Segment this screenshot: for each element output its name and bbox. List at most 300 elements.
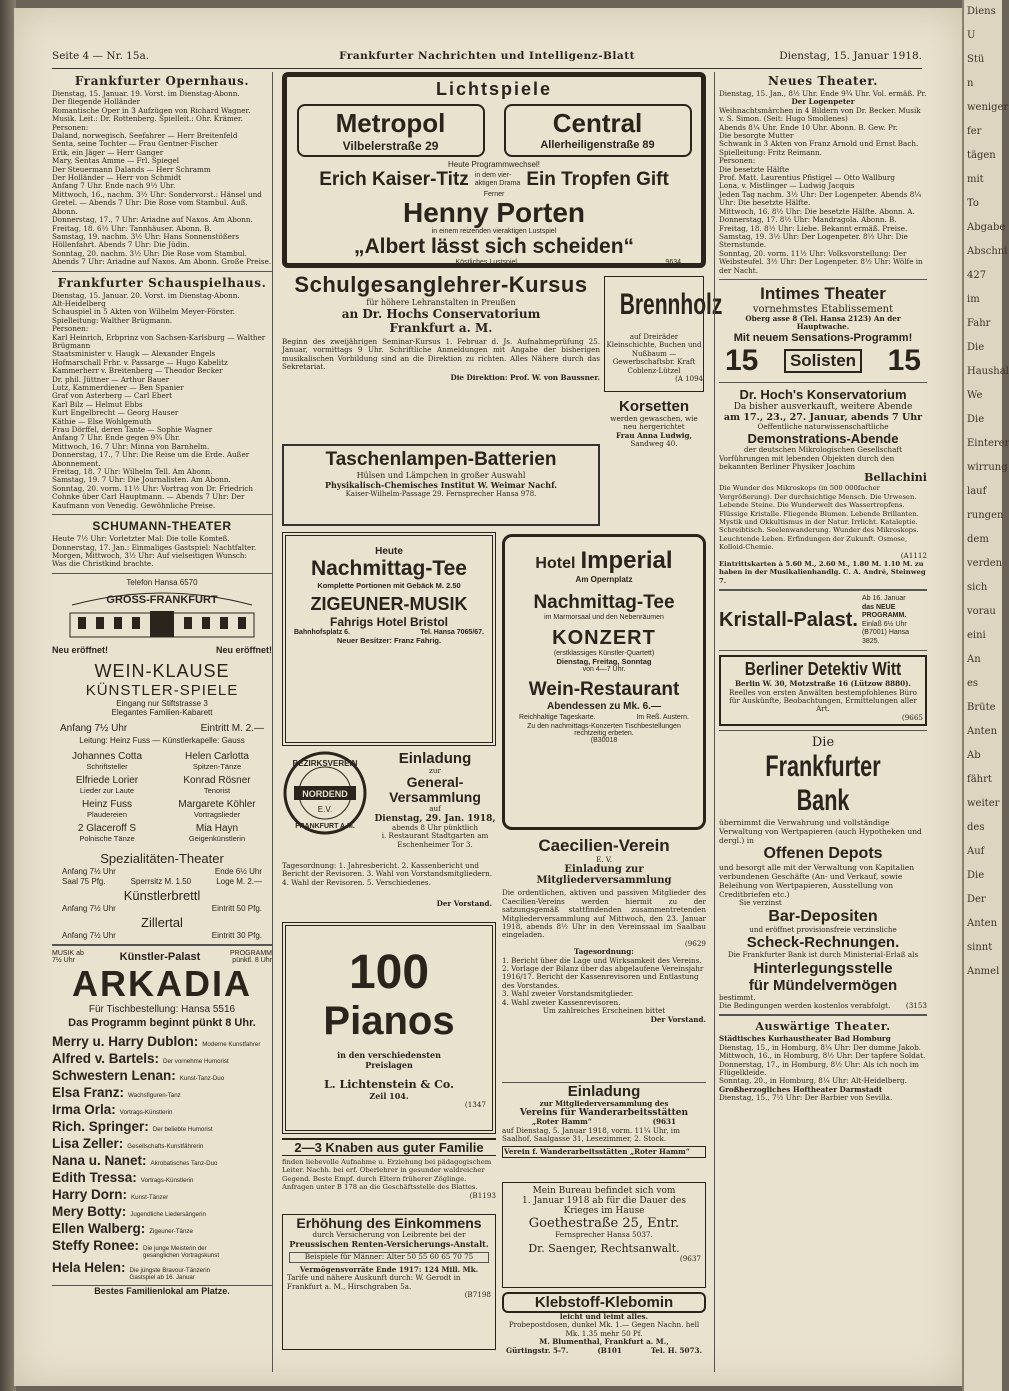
fh-heute: Heute (375, 546, 403, 557)
pi-sub2: Preislagen (365, 1060, 413, 1070)
kb-tel: Tel. H. 5073. (650, 1345, 702, 1355)
gf-artist-list (52, 751, 272, 843)
saenger-ad (502, 1182, 706, 1288)
next-page-fragment: Die (967, 342, 985, 353)
opernhaus-line: Der fliegende Holländer (52, 97, 141, 107)
arkadia-act-desc: Jugendliche Liedersängerin (130, 1210, 206, 1218)
arkadia-ad (52, 950, 272, 1296)
schauspielhaus-line: Freitag, 18. 7 Uhr: Wilhelm Tell. Am Abonn. (52, 467, 213, 477)
er-nr: (B7198 (464, 1290, 491, 1300)
next-page-fragment: Fahr (967, 318, 991, 329)
bh-text: auf Dreiräder Kleinschichte, Buchen und Nußbaum — Gewerbschaftsbr. Kraft Coblenz-Lützel (606, 333, 702, 375)
next-page-fragment: verden (967, 558, 1003, 569)
next-page-fragment: n (967, 78, 974, 89)
hc-bellachini: Bellachini (864, 471, 927, 485)
arkadia-act-desc: Moderne Kunstfahrer (202, 1040, 261, 1048)
er-agent: Tarife und nähere Auskunft durch: W. Gerodt in Frankfurt a. M., Hirschgraben 5a. (287, 1273, 461, 1291)
pi-addr: Zeil 104. (369, 1091, 409, 1101)
gf-sp-loge: Loge M. 2.— (216, 876, 262, 886)
hc-demo: Demonstrations-Abende (747, 431, 899, 447)
wa-einladung: Einladung (567, 1083, 641, 1100)
bk-scheck: Scheck-Rechnungen. (746, 934, 900, 952)
pi-word: Pianos (323, 999, 455, 1043)
arkadia-programm: PROGRAMM pünktl. 8 Uhr (229, 949, 272, 964)
intimes-ad (719, 284, 927, 378)
ks-by: Frau Anna Ludwig, (615, 430, 693, 440)
im-hotel: Hotel (535, 555, 576, 572)
gf-kuenstlerspiele: KÜNSTLER-SPIELE (85, 681, 239, 699)
arkadia-act (52, 1220, 272, 1237)
erhoehung-ad (282, 1214, 496, 1350)
im-konzert: KONZERT (552, 627, 656, 649)
next-page-fragment: 427 (967, 270, 987, 281)
bz-tagesordnung: Tagesordnung: 1. Jahresbericht. 2. Kassenbericht und Bericht der Revisoren. 3. Wahl von Vorstandsmitgliedern. 4. Wahl der Revisoren. 5. Verschiedenes. (282, 861, 493, 887)
gf-artist-role: Plaudereien (86, 809, 128, 819)
gf-artist-role: Lieder zur Laute (79, 785, 135, 795)
next-page-strip (962, 0, 1009, 1391)
next-page-fragment: weiter (967, 798, 1000, 809)
arkadia-act-desc: Der vornehme Humorist (163, 1057, 229, 1065)
dt-nr: (9665 (901, 712, 923, 722)
seal-top-text: BEZIRKSVEREIN (292, 759, 358, 768)
ls-metropol: Metropol (335, 108, 446, 138)
ks-title: Korsetten (618, 398, 689, 415)
opernhaus-line: Anfang 7 Uhr. Ende nach 9½ Uhr. (52, 181, 176, 191)
bk-t2: und besorgt alle mit der Verwaltung von Kapitalien verbundenen Geschäfte (An- und Verkauf, sowie Beleihung von Wertpapieren, Ausstellung von Creditbriefen etc.) (719, 863, 915, 900)
cc-items (502, 957, 706, 1007)
kb-sub: leicht und leimt alles. (559, 1312, 649, 1321)
arkadia-act-desc: Kunst-Tanz-Duo (179, 1074, 225, 1082)
gf-artist-name: Johannes Cotta (71, 750, 143, 762)
gf-artist (52, 823, 162, 843)
opernhaus-line: Personen: (52, 122, 89, 132)
im-tage: Dienstag, Freitag, Sonntag (556, 657, 652, 666)
bz-auf: auf (429, 804, 441, 814)
arkadia-act (52, 1118, 272, 1135)
neues-theater-line: Weihnachtsmärchen in 4 Bildern von Dr. Becker. Musik v. S. Simon. (Seit: Hugo Smollenes) (719, 105, 921, 124)
auswaertige-line: Dienstag, 15., in Homburg, 8¼ Uhr: Der dumme Jakob. (719, 1042, 921, 1052)
tl-addr: Kaiser-Wilhelm-Passage 29. Fernsprecher Hansa 978. (345, 490, 537, 498)
schumann-line: Was die Christkind brachte. (52, 559, 154, 569)
gf-artist (162, 823, 272, 843)
gf-artist-name: 2 Glaceroff S (77, 822, 137, 834)
sa-addr: Goethestraße 25, Entr. (528, 1216, 680, 1231)
page-number: Seite 4 — Nr. 15a. (52, 50, 150, 62)
schauspielhaus-line: Spielleitung: Walther Brügmann. (52, 315, 173, 325)
gf-artist-role: Tenorist (203, 785, 231, 795)
im-nr: (B30018 (590, 737, 618, 744)
cc-tages: Tagesordnung: (574, 947, 634, 957)
schauspielhaus-line: Karl Bilz — Helmut Ebbs (52, 399, 143, 409)
seal-ev-text: E.V. (317, 805, 333, 814)
gf-br-eintritt: Eintritt 50 Pfg. (211, 903, 262, 913)
hc-text: Die Wunder des Mikroskops (in 500 000facher Vergrößerung). Der durchsichtige Mensch. Die Urwesen. Lebende Steine. Die Wunderwelt des Wassertropfens. Flüssige Kristalle. Fliegende Blumen. Lebende Brillanten. Mystik und Okkultismus in der Natur. Irrlicht. Kataleptie. Schreibtisch. Seelenwanderung. Wunder des Mikroskops. Leuchtende Leben. Erfindungen der Zukunft. Osmose, Kolloid-Chemie. (719, 484, 919, 552)
arkadia-act-name: Elsa Franz: (52, 1084, 125, 1100)
schauspielhaus-line: Hofmarschall Frhr. v. Passarge — Hugo Kabelitz (52, 357, 228, 367)
fh-tel: Tel. Hansa 7065/67. (420, 629, 484, 636)
pi-num: 100 (348, 946, 430, 999)
next-page-fragment: We (967, 390, 983, 401)
arkadia-act (52, 1050, 272, 1067)
opernhaus-line: Samstag, 19. nachm. 3½ Uhr: Hans Sonnenstößers Höllenfahrt. Abends 7 Uhr: Die Jüdin. (52, 231, 240, 250)
seal-mid-text: NORDEND (302, 789, 348, 799)
gf-logo-text: GROSS-FRANKFURT (106, 593, 218, 606)
knaben-ad (282, 1138, 496, 1212)
hc-t3: Oeffentliche naturwissenschaftliche (757, 421, 889, 431)
next-page-fragment: sinnt (967, 942, 993, 953)
schumann-program (52, 535, 272, 569)
arkadia-act-desc: Vortrags-Künstlerin (140, 1176, 194, 1184)
bank-ad (719, 735, 927, 1010)
bk-t1: übernimmt die Verwahrung und vollständige Verwaltung von Wertpapieren (auch Hypotheken und dergl.) in (719, 818, 922, 846)
opernhaus-line: Musik. Leit.: Dr. Rottenberg. Spielleit.: Ohr. Krämer. (52, 114, 243, 124)
sa-l1: Mein Bureau befindet sich vom (532, 1186, 676, 1196)
schauspielhaus-line: Samstag, 19. 7 Uhr: Die Journalisten. Am Abonn. (52, 475, 231, 485)
kp-nr: (B7001) (861, 629, 887, 637)
bz-zeit: abends 8 Uhr pünktlich (392, 822, 478, 832)
gf-artist-name: Elfriede Lorier (75, 774, 139, 786)
taschenlampen-ad (282, 444, 600, 526)
arkadia-act-desc: Akrobatisches Tanz-Duo (150, 1159, 218, 1167)
hc-gesell: der deutschen Mikrologischen Gesellschaft (744, 445, 902, 455)
im-abend: Abendessen zu Mk. 6.— (547, 701, 661, 712)
arkadia-beginn: Das Programm beginnt pünkt 8 Uhr. (68, 1016, 256, 1029)
fh-hotel: Fahrigs Hotel Bristol (329, 615, 448, 629)
fh-musik: ZIGEUNER-MUSIK (310, 594, 468, 614)
arkadia-act (52, 1152, 272, 1169)
schauspielhaus-line: Donnerstag, 17., 7 Uhr: Die Reise um die Erde. Außer Abonnement. (52, 450, 250, 468)
next-page-fragment: Einterer (967, 438, 1009, 449)
schauspielhaus-line: Mittwoch, 16. 7 Uhr: Minna von Barnhelm. (52, 441, 210, 451)
opernhaus-line: Sonntag, 20. nachm. 3½ Uhr: Die Rose vom Stambul. Abends 7 Uhr: Ariadne auf Naxos. Am Abonn. Große Preise. (52, 248, 272, 267)
arkadia-act-name: Alfred v. Bartels: (52, 1050, 160, 1066)
opernhaus-line: Mittwoch, 16., nachm. 3½ Uhr: Sondervorst.: Hänsel und Gretel. — Abends 7 Uhr: Die Rose vom Stambul. Auß. Abonn. (52, 189, 262, 216)
hc-t2: am 17., 23., 27. Januar, abends 7 Uhr (723, 411, 923, 423)
neues-theater-line: Die besorgte Mutter (719, 131, 794, 141)
bezirksverein-seal (282, 750, 368, 836)
gf-artist-role: Vortragslieder (193, 809, 241, 819)
cc-text: Die ordentlichen, aktiven und passiven Mitglieder des Caecilien-Vereins werden hiermit zu der satzungsgemäß stattfindenden zusammentretenden Mitgliederversammlung auf Mittwoch, den 23. Januar 1918, abends 8½ Uhr in den Vereinssaal im Saalbau eingeladen. (502, 888, 706, 940)
schauspielhaus-line: Lutz, Kammerdiener — Ben Spanier (52, 383, 184, 392)
bz-ort: i. Restaurant Stadtgarten am Eschenheimer Tor 3. (381, 831, 489, 849)
gf-brettl: Künstlerbrettl (123, 887, 201, 903)
seal-bot-text: FRANKFURT A.M. (295, 823, 355, 830)
newspaper-title: Frankfurter Nachrichten und Intelligenz-Blatt (339, 50, 635, 62)
gf-artist-name: Heinz Fuss (81, 798, 132, 810)
opernhaus-line: Donnerstag, 17., 7 Uhr: Ariadne auf Naxos. Am Abonn. (52, 215, 253, 225)
gf-neu-left: Neu eröffnet! (52, 644, 108, 655)
opernhaus-line: Der Steuermann Dalands — Herr Schramm (52, 164, 211, 174)
arkadia-act (52, 1033, 272, 1050)
arkadia-act-name: Ellen Walberg: (52, 1220, 146, 1236)
schauspielhaus-line: Staatsminister v. Haugk — Alexander Engels (52, 349, 216, 359)
schauspielhaus-line: Sonntag, 20. vorm. 11½ Uhr: Vortrag von Dr. Friedrich Cohnke über Carl Hauptmann. — Abends 7 Uhr: Der Kaufmann von Venedig. Gewöhnliche Preise. (52, 483, 254, 510)
arkadia-act-name: Edith Tressa: (52, 1169, 137, 1185)
schauspielhaus-line: Graf von Asterberg — Carl Ebert (52, 391, 173, 401)
arkadia-kpalast: Künstler-Palast (119, 950, 201, 963)
gf-eingang: Eingang nur Stiftstrasse 3 (116, 698, 208, 708)
gf-artist-role: Spitzen-Tänze (192, 761, 242, 771)
next-page-fragment: Anten (967, 918, 998, 929)
arkadia-act-name: Hela Helen: (52, 1259, 126, 1275)
kb-title: Klebstoff-Klebomin (502, 1292, 706, 1313)
arkadia-act (52, 1067, 272, 1084)
next-page-fragment: Diens (967, 6, 996, 17)
ls-neu: Heute Programmwechsel! (447, 160, 541, 169)
schauspielhaus-title: Frankfurter Schauspielhaus. (57, 275, 267, 290)
arkadia-footer: Bestes Familienlokal am Platze. (52, 1285, 272, 1296)
page-date: Dienstag, 15. Januar 1918. (779, 50, 922, 62)
next-page-fragment: Ab (967, 750, 981, 761)
im-tageskarte: Reichhaltige Tageskarte. (519, 714, 596, 721)
gf-weinklause: WEIN-KLAUSE (94, 660, 230, 681)
ls-drama-b: aktigen Drama (474, 180, 521, 187)
neues-theater-line: Schwank in 3 Akten von Franz Arnold und Ernst Bach. Spielleitung: Fritz Reimann. (719, 139, 919, 157)
bz-vorstand: Der Vorstand. (436, 899, 492, 908)
bz-zur: zur (429, 766, 441, 775)
neues-title: Neues Theater. (768, 74, 878, 88)
opernhaus-title: Frankfurter Opernhaus. (74, 74, 250, 88)
im-zeit: von 4—7 Uhr. (582, 666, 626, 673)
cc-ev: E. V. (595, 855, 613, 864)
next-page-fragment: Auf (967, 846, 985, 857)
bk-title: Frankfurter Bank (765, 750, 881, 818)
neues-theater-line: Jeden Tag nachm. 3½ Uhr: Der Logenpeter. Abends 8¼ Uhr: Die besetzte Hälfte. (719, 189, 922, 208)
er-verm: Vermögensvorräte Ende 1917: 124 Mill. Mk. (299, 1264, 479, 1274)
detektiv-ad (719, 655, 927, 726)
wa-sign: Verein f. Wanderarbeitsstätten „Roter Hamm“ (502, 1146, 706, 1158)
schauspielhaus-line: Käthie — Else Wohlgemuth (52, 416, 152, 426)
bk-muendel: für Mündelvermögen (748, 976, 898, 994)
arkadia-act-desc: Vortrags-Künstlerin (119, 1108, 173, 1116)
it-sub: vornehmstes Etablissement (752, 303, 894, 315)
pi-sub1: in den verschiedensten (337, 1050, 441, 1060)
arkadia-tisch: Für Tischbestellung: Hansa 5516 (88, 1003, 236, 1015)
neues-theater-line: Lona, v. Mistlinger — Ludwig Jacquis (719, 181, 855, 191)
next-page-fragment: Abschni (967, 246, 1008, 257)
sa-l2: 1. Januar 1918 ab für die Dauer des (522, 1196, 686, 1206)
kb-firm: M. Blumenthal, Frankfurt a. M., (539, 1337, 669, 1347)
imperial-ad (502, 534, 706, 830)
next-page-fragment: Anmel (967, 966, 1000, 977)
auswaertige-ad (719, 1020, 927, 1102)
next-page-fragment: weniger (967, 102, 1009, 113)
kp-neu: das NEUE PROGRAMM. (861, 603, 907, 620)
schumann-line: Heute 7½ Uhr: Vorletzter Mal: Die tolle Komteß. (52, 534, 230, 544)
kristall-ad (719, 595, 927, 646)
caecilien-agenda-item: 3. Wahl zweier Vorstandsmitglieder. (502, 989, 634, 999)
arkadia-acts (52, 1033, 272, 1281)
opernhaus-line: Freitag, 18. 6½ Uhr: Tannhäuser. Abonn. B. (52, 223, 212, 233)
er-anstalt: Preussischen Renten-Versicherungs-Anstalt. (289, 1239, 489, 1250)
bk-depots: Offenen Depots (763, 845, 883, 863)
gf-zillertal: Zillertal (141, 914, 183, 930)
arkadia-act (52, 1169, 272, 1186)
er-sub: durch Versicherung von Leibrente bei der (312, 1230, 466, 1239)
next-page-fragment: sich (967, 582, 988, 593)
aw-sub1: Städtisches Kurhaustheater Bad Homburg (719, 1034, 891, 1044)
next-page-fragment: fährt (967, 774, 992, 785)
bh-tel: (A 1094 (675, 375, 703, 384)
neues-theater-line: Mittwoch, 16. 8½ Uhr: Die besetzte Hälfte. Abonn. A. (719, 206, 915, 216)
next-page-fragment: To (967, 198, 979, 209)
im-austern: Im Reß. Austern. (636, 714, 689, 721)
next-page-fragment: es (967, 678, 979, 689)
neues-theater-line: Abends 8¼ Uhr. Ende 10 Uhr. Abonn. B. Gew. Pr. (719, 122, 898, 132)
im-am: Am Opernplatz (575, 575, 633, 584)
dt-text: Reelles von ersten Anwälten bestempfohlenes Büro für Auskünfte, Beobachtungen, Ermittelungen aller Art. (729, 687, 917, 714)
opernhaus-line: Daland, norwegisch. Seefahrer — Herr Breitenfeld (52, 131, 238, 141)
next-page-fragment: tägen (967, 150, 996, 161)
caecilien-agenda-item: 2. Vorlage der Bilanz über das abgelaufene Vereinsjahr 1916/17. Bericht der Kassenrevisoren und Entlastung des Vorstandes. (502, 964, 704, 990)
im-name: Imperial (580, 547, 673, 574)
gf-leitung: Leitung: Heinz Fuss — Künstlerkapelle: Gauss (79, 735, 245, 745)
bk-nr: (3153 (905, 1000, 927, 1010)
next-page-fragment: Die (967, 870, 985, 881)
gf-sp-anfang: Anfang 7½ Uhr (62, 866, 116, 876)
opernhaus-program (52, 90, 272, 267)
kp-ab: Ab 16. Januar (861, 595, 906, 603)
gf-artist-role: Geigenkünstlerin (188, 833, 246, 843)
next-page-fragment: eini (967, 630, 986, 641)
schauspielhaus-line: Dienstag, 15. Januar. 20. Vorst. im Dienstag-Abonn. (52, 290, 240, 300)
opernhaus-line: Der Holländer — Herr von Schmidt (52, 173, 182, 183)
next-page-fragment: Abgabe (967, 222, 1006, 233)
gf-artist (162, 775, 272, 795)
schulgesang-ad (282, 272, 600, 442)
neues-theater-line: Prof. Matt. Laurentius Pfistigel — Otto Wallburg (719, 173, 895, 183)
cc-title: Caecilien-Verein (538, 836, 670, 855)
arkadia-act-name: Mery Botty: (52, 1203, 127, 1219)
fh-sub: Komplette Portionen mit Gebäck M. 2.50 (317, 581, 461, 590)
ls-porten: Henny Porten (402, 197, 586, 228)
klebstoff-ad (502, 1292, 706, 1370)
gf-artist (162, 799, 272, 819)
auswaertige-line: Mittwoch, 16., in Homburg, 8½ Uhr: Der tapfere Soldat. (719, 1051, 926, 1061)
gf-artist-name: Margarete Köhler (178, 798, 256, 810)
korsetten-ad (604, 398, 704, 528)
arkadia-act-name: Lisa Zeller: (52, 1135, 124, 1151)
arkadia-act-name: Harry Dorn: (52, 1186, 128, 1202)
next-page-fragment: Stü (967, 54, 985, 65)
ls-central: Central (552, 108, 643, 138)
ls-metropol-box (297, 104, 485, 157)
aw-sub2: Großherzogliches Hoftheater Darmstadt (719, 1084, 883, 1094)
caecilien-ad (502, 836, 706, 1078)
bk-verzinst: Sie verzinst (739, 898, 782, 908)
cc-vorstand: Der Vorstand. (650, 1014, 706, 1024)
bz-einladung: Einladung (398, 750, 472, 767)
it-neu: Mit neuem Sensations-Programm! (733, 331, 913, 344)
neues-date: Dienstag, 15. Jan., 8½ Uhr. Ende 9¾ Uhr. Vol. ermäß. Pr. (719, 89, 927, 98)
aw-program (719, 1044, 927, 1086)
lichtspiele-ad (282, 72, 706, 268)
hc-nr: (A1112 (900, 550, 927, 560)
neues-program (719, 107, 927, 275)
gf-eintritt: Eintritt M. 2.— (200, 722, 264, 734)
kp-title: Kristall-Palast. (719, 609, 858, 632)
gross-frankfurt-building-logo (52, 587, 272, 643)
schauspielhaus-line: Dr. phil. Jüttner — Arthur Bauer (52, 374, 170, 384)
wa-sub: zur Mitgliederversammlung des (539, 1099, 669, 1108)
arkadia-name: ARKADIA (72, 962, 252, 1004)
wa-text: auf Dienstag, 5. Januar 1918, vorm. 11¼ Uhr, im Saalhof, Saalgasse 31, Lesezimmer, 2. Stock. (502, 1125, 680, 1144)
next-page-fragment: Haushal (967, 366, 1009, 377)
gf-telefon: Telefon Hansa 6570 (126, 577, 198, 587)
gf-artist-role: Polnische Tänze (79, 833, 135, 843)
arkadia-act (52, 1084, 272, 1101)
next-page-fragment: rungen (967, 510, 1004, 521)
opernhaus-line: Dienstag, 15. Januar. 19. Vorst. im Dienstag-Abonn. (52, 89, 240, 98)
gf-anfang: Anfang 7½ Uhr (60, 722, 128, 734)
ls-lust: in einem reizenden vieraktigen Lustspiel (431, 228, 557, 235)
schauspielhaus-line: Frau Dörffel, deren Tante — Sophie Wagner (52, 425, 213, 435)
it-num-right: 15 (887, 343, 921, 377)
sg-sub: für höhere Lehranstalten in Preußen (366, 298, 516, 307)
im-tee: Nachmittag-Tee (533, 592, 675, 613)
kp-hansa: Hansa 3825. (861, 629, 910, 645)
bz-gv: General-Versammlung (389, 774, 481, 806)
er-table: Beispiele für Männer: Alter 50 55 60 65 70 75 (289, 1252, 489, 1262)
gf-sp-ende: Ende 6½ Uhr (214, 866, 262, 876)
gf-br-anfang: Anfang 7½ Uhr (62, 903, 116, 913)
schauspielhaus-line: Kammerherr v. Breitenberg — Theodor Becker (52, 366, 223, 376)
gf-neu-right: Neu eröffnet! (216, 644, 272, 655)
sg-city: Frankfurt a. M. (389, 321, 493, 335)
kb-probe: Probepostdosen, dunkel Mk. 1.— Gegen Nachn. hell Mk. 1.35 mehr 50 Pf. (508, 1320, 700, 1338)
ls-central-box (504, 104, 692, 157)
sa-nr: (9637 (679, 1254, 701, 1264)
gf-artist-name: Mia Hayn (195, 822, 239, 834)
fh-title: Nachmittag-Tee (311, 557, 467, 580)
bk-bar: Bar-Depositen (768, 907, 878, 925)
ls-title: Lichtspiele (435, 79, 553, 99)
it-addr: Oberg asse 8 (Tel. Hansa 2123) An der Hauptwache. (745, 313, 901, 332)
next-page-fragment: mit (967, 174, 984, 185)
gf-zi-anfang: Anfang 7½ Uhr (62, 930, 116, 940)
gf-spezial: Spezialitäten-Theater (100, 850, 224, 866)
caecilien-agenda-item: 1. Bericht über die Lage und Wirksamkeit des Vereins. (502, 955, 702, 965)
it-title: Intimes Theater (760, 283, 886, 303)
hc-t1: Da bisher ausverkauft, weitere Abende (733, 401, 913, 412)
neues-theater-line: Donnerstag, 17. 8½ Uhr: Mandragola. Abonn. B. (719, 215, 897, 225)
page-header (52, 50, 922, 69)
schauspielhaus-line: Schauspiel in 5 Akten von Wilhelm Meyer-Förster. (52, 307, 235, 317)
opernhaus-line: Senta, seine Tochter — Frau Gentner-Fischer (52, 139, 218, 149)
ks-addr: Sandweg 40. (630, 439, 678, 449)
left-column (52, 72, 273, 1372)
hc-title: Dr. Hoch's Konservatorium (739, 386, 907, 402)
fahrig-ad (282, 532, 496, 746)
arkadia-act-name: Schwestern Lenan: (52, 1067, 176, 1083)
arkadia-act (52, 1259, 272, 1281)
fh-addr: Bahnhofsplatz 6. (294, 629, 351, 636)
gf-artist-name: Konrad Rösner (183, 774, 251, 786)
aw-d1: Dienstag, 15., 7½ Uhr: Der Barbier von Sevilla. (719, 1093, 893, 1103)
next-page-fragment: vorau (967, 606, 996, 617)
neues-play: Der Logenpeter (791, 97, 855, 107)
cc-einladung: Einladung zur Mitgliederversammlung (536, 864, 672, 887)
schauspielhaus-line: Anfang 7 Uhr. Ende gegen 9¾ Uhr. (52, 433, 181, 443)
neues-theater-line: Samstag, 19. 3½ Uhr: Der Logenpeter. 8½ Uhr: Die Sternstunde. (719, 231, 908, 250)
wa-name: „Roter Hamm“ (532, 1117, 592, 1127)
opernhaus-line: Mary, Sentas Amme — Frl. Spiegel (52, 156, 180, 166)
arkadia-act-desc: Die junge Meisterin der gesanglichen Vortragskunst (143, 1244, 220, 1259)
gf-artist (52, 751, 162, 771)
ks-text: werden gewaschen, wie neu hergerichtet (610, 414, 698, 432)
dt-title: Berliner Detektiv Witt (744, 659, 902, 680)
neues-theater-line: Freitag, 18. 8½ Uhr: Liebe. Bekannt ermäß. Preise. (719, 223, 908, 233)
